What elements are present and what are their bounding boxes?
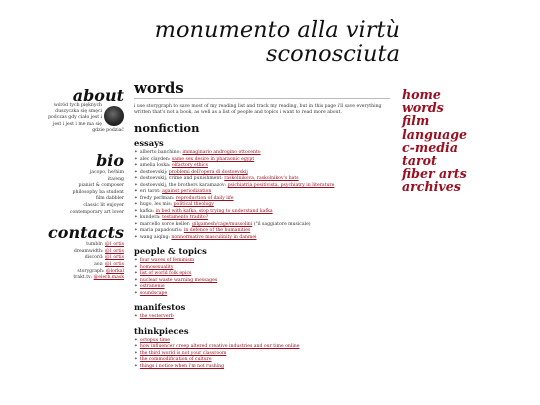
contact-link[interactable]: @l_ortis [105,255,124,261]
thinkpiece-link[interactable]: octopus time [139,337,170,343]
essay-link[interactable]: against periodization [162,189,212,195]
essay-author: dostoevskij: [139,169,169,175]
bio-line: classic lit enjoyer [83,202,124,208]
thinkpiece-link[interactable]: things i notice when i'm not rushing [139,363,225,369]
thinkpiece-link[interactable]: how influencer creep altered creative industries and our time online [139,344,300,350]
nav-fiber-arts[interactable]: fiber arts [402,166,467,182]
bullet-icon: ✦ [134,163,138,169]
essay-author: amelia loska: [139,163,172,169]
bullet-icon: ✦ [134,176,138,182]
bullet-icon: ✦ [134,344,138,350]
bio-line: ita/eng [107,176,124,182]
bullet-icon: ✦ [134,271,138,277]
bio-line: contemporary art lover [69,209,124,215]
bio-heading: bio [96,151,124,170]
main-content [134,80,390,375]
essay-author: alec clayden: [139,156,172,162]
topic-link[interactable]: four waves of feminism [139,258,195,264]
essay-author: kafka: [139,208,156,214]
site-title-line-1: monumento alla virtù [154,17,400,43]
manifesto-item [134,314,390,321]
intro-text: i use storygraph to save most of my reading list and track my reading, but in this page i'll save everything written that's not a book, as well as a list of people and topics i want to read more about. [134,104,382,116]
essay-author: dostoevskij, the brothers karamazov: [139,182,228,188]
left-sidebar [0,87,124,282]
about-line: gdzie podziać [92,127,124,133]
bullet-icon: ✦ [134,258,138,264]
bio-text [0,170,124,216]
people-topics-list [134,258,390,297]
nav-c-media[interactable]: c-media [402,139,458,155]
topic-link[interactable]: soundscape [139,290,168,296]
essay-link[interactable]: reproduction of daily life [175,195,234,201]
bullet-icon: ✦ [134,264,138,270]
essay-link[interactable]: same sex desire in pharaonic egypt [171,156,255,162]
essay-link[interactable]: olfactory ethics [171,163,208,169]
essays-list [134,150,390,241]
thinkpiece-item [134,364,390,371]
about-line: duszyczka się smęci [55,109,102,115]
contact-item [0,275,124,282]
essay-author: alberto banchino: [139,150,183,156]
contact-link[interactable]: @l_ortis [105,242,124,248]
essay-author: wang aiqing: [139,234,172,240]
bullet-icon: ✦ [134,182,138,188]
bio-line: philosophy ba student [72,189,124,195]
essay-link[interactable]: psichiatria positivista, psychiatry in literature [227,182,335,188]
essay-link[interactable]: raskolnikova, raskolnikov's hats [224,176,299,182]
site-title-line-2: sconosciuta [265,41,400,67]
essay-author: maria papadouris: [139,228,184,234]
nonfiction-heading: nonfiction [134,121,200,136]
topic-link[interactable]: nuclear waste warning messages [139,277,218,283]
manifestos-list [134,314,390,321]
bullet-icon: ✦ [134,195,138,201]
page-title: words [134,80,390,99]
topic-link[interactable]: list of world folk epics [139,271,192,277]
nav-words[interactable]: words [402,100,444,116]
contact-label: dreamwidth: [73,248,105,254]
bullet-icon: ✦ [134,337,138,343]
bullet-icon: ✦ [134,228,138,234]
contact-link[interactable]: @lorkal [105,268,124,274]
bullet-icon: ✦ [134,208,138,214]
about-section [0,87,124,147]
essay-link[interactable]: in bed with kafka, stop trying to understand kafka [155,208,273,214]
bio-section [0,152,124,216]
about-line: wśród tych pięknych [53,103,102,108]
contact-item [0,255,124,262]
manifestos-heading: manifestos [134,302,186,313]
essay-item [134,235,390,242]
bullet-icon: ✦ [134,363,138,369]
people-topics-heading: people & topics [134,246,207,257]
contact-link[interactable]: @l_ortis [105,261,124,267]
bullet-icon: ✦ [134,357,138,363]
topic-item [134,291,390,298]
thinkpiece-link[interactable]: the commodification of culture [139,357,212,363]
contact-label: tumblr: [86,242,105,248]
contact-label: trakt.tv: [73,275,94,281]
main-nav [402,88,467,194]
nav-home[interactable]: home [402,87,441,102]
contact-link[interactable]: @l_ortis [105,248,124,254]
nav-tarot[interactable]: tarot [402,153,437,169]
nav-language[interactable]: language [402,126,468,142]
thinkpieces-list [134,338,390,371]
bullet-icon: ✦ [134,234,138,240]
contacts-list [0,242,124,282]
contact-label: storygraph: [77,268,106,274]
bio-line: film dabbler [95,196,124,202]
essay-note: ("il saggiatore musicale) [252,221,311,227]
essay-author: hugo, les mis: [139,202,174,208]
about-heading: about [72,86,124,105]
topic-link[interactable]: ostranenie [139,284,165,290]
bio-line: jacopo, he/him [89,170,124,175]
thinkpieces-heading: thinkpieces [134,325,189,336]
essay-link[interactable]: nonnormative masculinity in danmei [171,234,257,240]
contact-label: aoz: [94,261,105,267]
bullet-icon: ✦ [134,215,138,221]
nav-film[interactable]: film [402,113,430,129]
essay-link[interactable]: testamento tradito? [162,215,209,221]
essay-link[interactable]: in defence of the humanities [183,228,251,234]
contacts-section [0,224,124,282]
contact-link[interactable]: @elerb.mask [93,275,124,281]
essay-author: kundera: [139,215,163,221]
bullet-icon: ✦ [134,314,138,320]
contact-label: discord: [84,255,105,261]
bullet-icon: ✦ [134,284,138,290]
essay-link[interactable]: problemi dell'opera di dostoevskij [168,169,248,175]
essay-author: dostoevskij, crime and punishment: [139,176,225,182]
contact-item [0,262,124,269]
topic-link[interactable]: homosexuality [139,264,174,270]
manifesto-link[interactable]: the vesterverb [139,314,174,320]
essay-link[interactable]: immaginario androgino ottocento [182,150,261,156]
bullet-icon: ✦ [134,156,138,162]
essays-heading: essays [134,138,164,149]
bullet-icon: ✦ [134,150,138,156]
bullet-icon: ✦ [134,202,138,208]
bullet-icon: ✦ [134,169,138,175]
bullet-icon: ✦ [134,277,138,283]
essay-author: fredy perlman: [139,195,176,201]
essay-link[interactable]: gilgamesh/cage/mussolini [192,221,253,227]
bullet-icon: ✦ [134,350,138,356]
bio-line: pianist & composer [78,183,124,189]
about-line: podczas gdy ciało jest i [48,115,102,121]
contacts-heading: contacts [48,223,124,243]
nav-archives[interactable]: archives [402,179,461,195]
thinkpiece-link[interactable]: the third world is not your classroom [139,350,227,356]
contact-item [0,242,124,249]
essay-link[interactable]: political theology [173,202,214,208]
about-line: jest i jest i me ma się [52,121,102,127]
bullet-icon: ✦ [134,189,138,195]
essay-author: marcello sorce keller: [139,221,193,227]
bullet-icon: ✦ [134,290,138,296]
essay-author: eri tarot: [139,189,163,195]
bullet-icon: ✦ [134,221,138,227]
site-title [150,18,400,66]
about-text [48,103,124,134]
